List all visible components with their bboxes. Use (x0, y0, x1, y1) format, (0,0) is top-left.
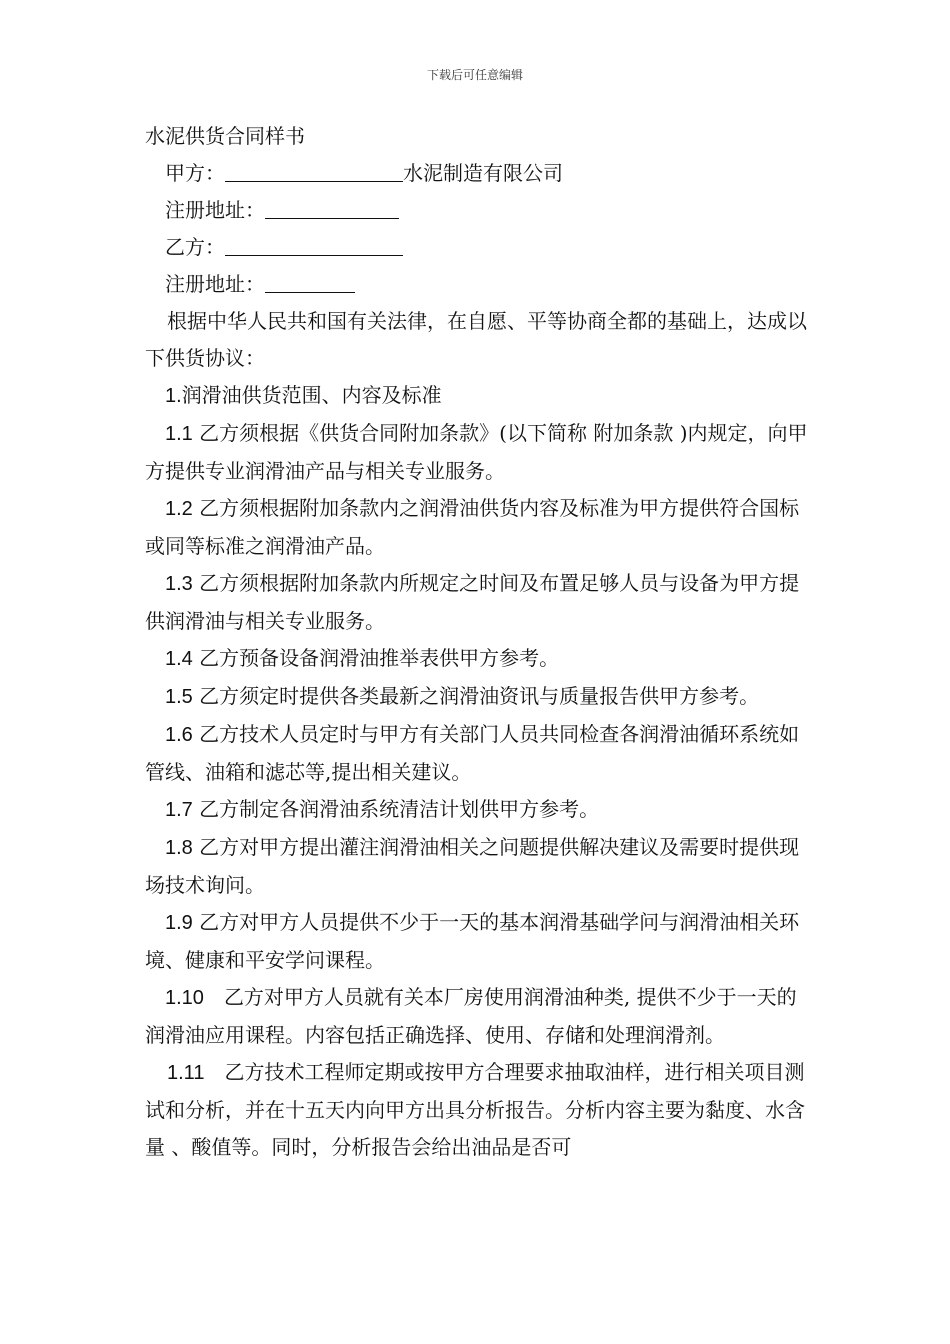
section-1-heading (145, 377, 810, 415)
page-header: 下载后可任意编辑 (426, 68, 523, 82)
clause-1-6 (145, 716, 810, 791)
party-b-line (145, 229, 810, 266)
section-1-title: 润滑油供货范围、内容及标准 (181, 383, 442, 407)
clause-text: 乙方制定各润滑油系统清洁计划供甲方参考。 (199, 797, 600, 821)
address-a-blank (265, 196, 399, 219)
clause-1-1 (145, 415, 810, 490)
clause-1-7 (145, 791, 810, 829)
address-b-line (145, 266, 810, 303)
party-a-line (145, 155, 810, 192)
document-body (145, 118, 810, 1166)
clause-number: 1.8 (165, 837, 193, 859)
clause-1-9 (145, 904, 810, 979)
party-b-label: 乙方： (165, 235, 225, 259)
clause-number: 1.11 (167, 1062, 205, 1084)
document-title: 水泥供货合同样书 (145, 124, 305, 148)
clause-number: 1.1 (165, 423, 193, 445)
clause-number: 1.2 (165, 498, 193, 520)
clause-text: 乙方须定时提供各类最新之润滑油资讯与质量报告供甲方参考。 (199, 684, 760, 708)
intro-paragraph: 根据中华人民共和国有关法律，在自愿、平等协商全都的基础上，达成以下供货协议： (145, 309, 807, 370)
clause-text: 乙方预备设备润滑油推举表供甲方参考。 (199, 646, 560, 670)
clause-number: 1.7 (165, 799, 193, 821)
clause-1-5 (145, 678, 810, 716)
clause-1-10 (145, 979, 810, 1054)
clause-1-2 (145, 490, 810, 565)
address-b-label: 注册地址： (165, 272, 265, 296)
clause-1-3 (145, 565, 810, 640)
address-a-label: 注册地址： (165, 198, 265, 222)
clause-text: 乙方技术工程师定期或按甲方合理要求抽取油样，进行相关项目测试和分析，并在十五天内向甲方出具分析报告。分析内容主要为黏度、水含量 、酸值等。同时，分析报告会给出油品是否可 (145, 1060, 805, 1159)
clause-number: 1.9 (165, 912, 193, 934)
party-a-blank (225, 159, 403, 182)
address-a-line (145, 192, 810, 229)
clause-text: 乙方须根据附加条款内之润滑油供货内容及标准为甲方提供符合国标或同等标准之润滑油产品。 (145, 496, 800, 558)
clause-number: 1.5 (165, 686, 193, 708)
clause-text: 乙方对甲方人员提供不少于一天的基本润滑基础学问与润滑油相关环境、健康和平安学问课程。 (145, 910, 800, 972)
clause-1-4 (145, 640, 810, 678)
clause-text: 乙方须根据附加条款内所规定之时间及布置足够人员与设备为甲方提供润滑油与相关专业服务。 (145, 571, 800, 633)
clause-text: 乙方对甲方人员就有关本厂房使用润滑油种类, 提供不少于一天的润滑油应用课程。内容包括正确选择、使用、存储和处理润滑剂。 (145, 985, 797, 1047)
clause-number: 1.3 (165, 573, 193, 595)
clause-1-11 (145, 1054, 810, 1166)
clause-number: 1.6 (165, 724, 193, 746)
clause-number: 1.10 (165, 987, 204, 1009)
section-1-number: 1. (165, 385, 182, 407)
party-b-blank (225, 233, 403, 256)
clause-number: 1.4 (165, 648, 193, 670)
address-b-blank (265, 270, 355, 293)
clause-1-8 (145, 829, 810, 904)
party-a-label: 甲方： (165, 161, 225, 185)
clause-text: 乙方须根据《供货合同附加条款》(以下简称 附加条款 )内规定，向甲方提供专业润滑油产品与相关专业服务。 (145, 421, 808, 483)
clause-text: 乙方技术人员定时与甲方有关部门人员共同检查各润滑油循环系统如管线、油箱和滤芯等,提出相关建议。 (145, 722, 800, 784)
party-a-suffix: 水泥制造有限公司 (403, 161, 563, 185)
clause-text: 乙方对甲方提出灌注润滑油相关之问题提供解决建议及需要时提供现场技术询问。 (145, 835, 800, 897)
